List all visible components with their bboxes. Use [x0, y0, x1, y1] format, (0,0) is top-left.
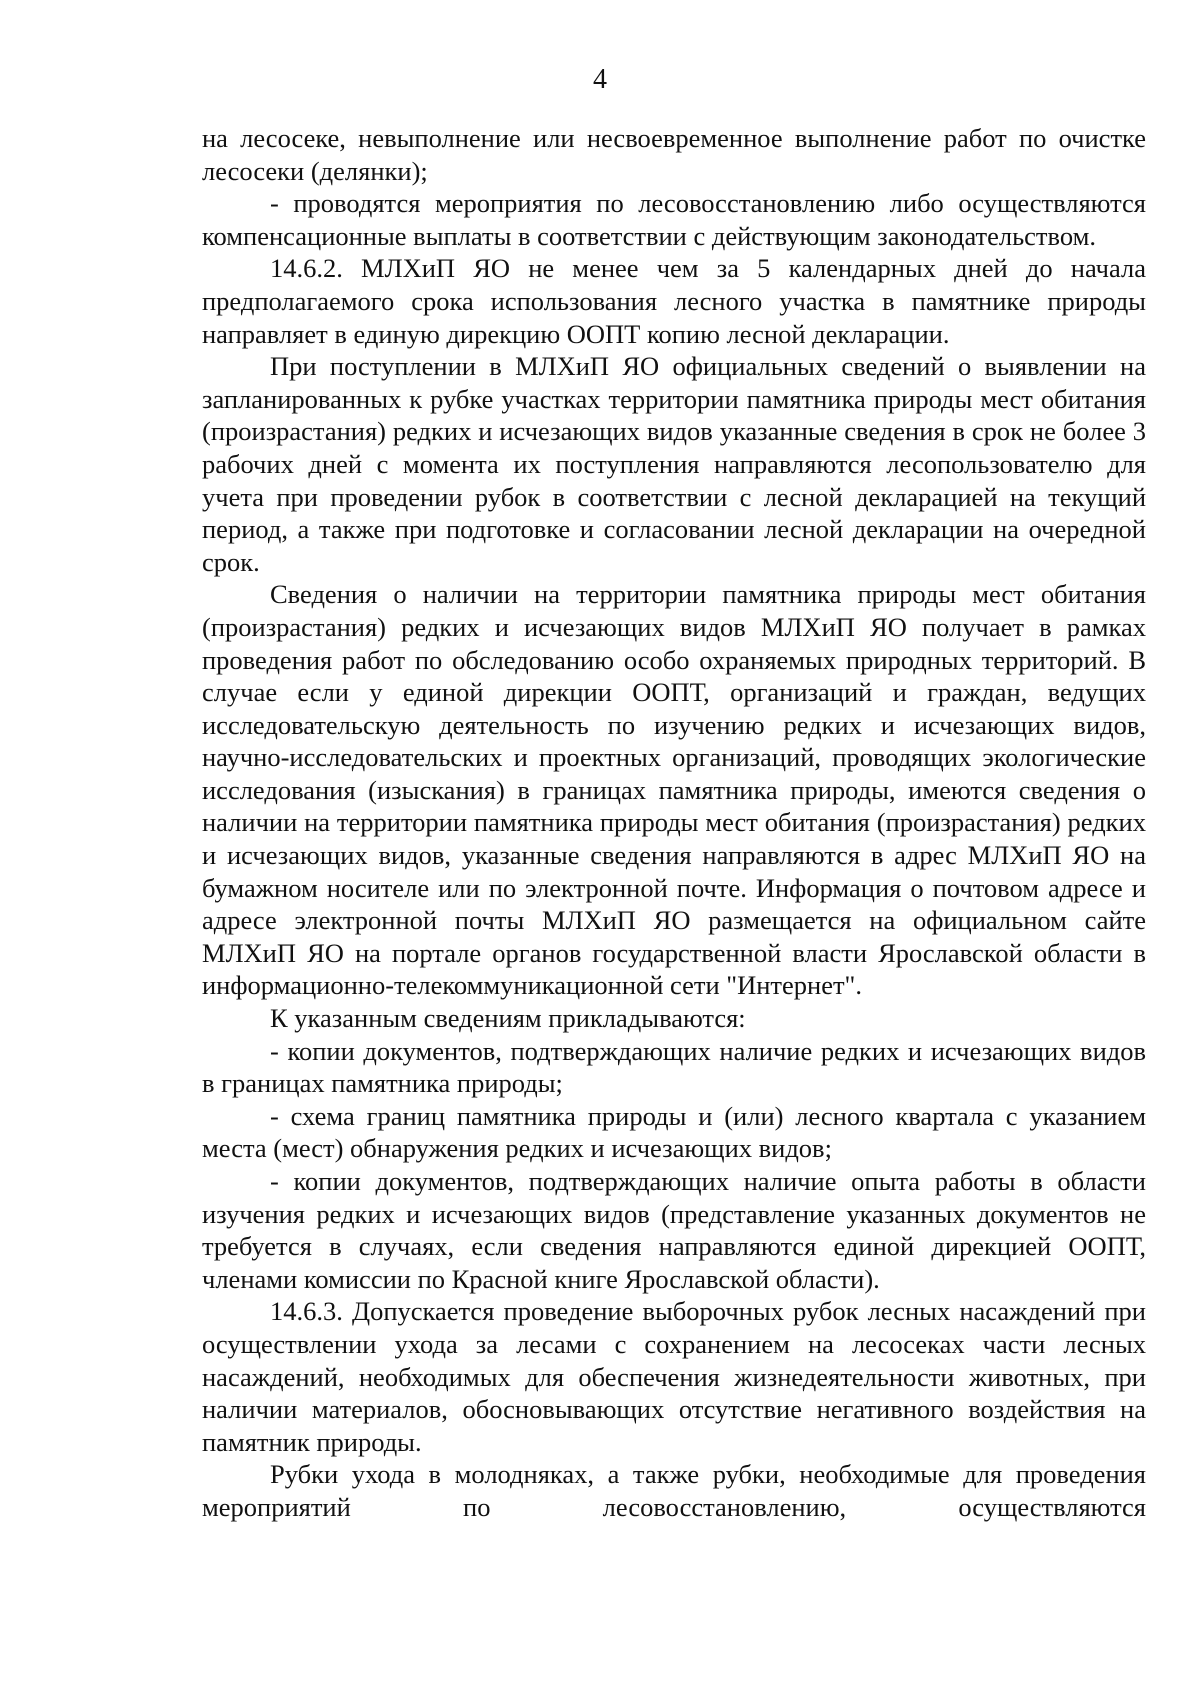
paragraph: Рубки ухода в молодняках, а также рубки, необходимые для проведения мероприятий по лесовосстановлению, осуществляются [202, 1459, 1146, 1522]
paragraph-clause-14-6-3: 14.6.3. Допускается проведение выборочных рубок лесных насаждений при осуществлении ухода за лесами с сохранением на лесосеках части лесных насаждений, необходимых для обеспечения жизнедеятельности животных, при наличии материалов, обосновывающих отсутствие негативного воздействия на памятник природы. [202, 1296, 1146, 1457]
document-body [202, 122, 1146, 1524]
page-number: 4 [593, 64, 607, 95]
paragraph-clause-14-6-2: 14.6.2. МЛХиП ЯО не менее чем за 5 календарных дней до начала предполагаемого срока использования лесного участка в памятнике природы направляет в единую дирекцию ООПТ копию лесной декларации. [202, 253, 1146, 349]
paragraph-list-item: - проводятся мероприятия по лесовосстановлению либо осуществляются компенсационные выплаты в соответствии с действующим законодательством. [202, 188, 1146, 251]
paragraph-list-item: - копии документов, подтверждающих наличие редких и исчезающих видов в границах памятника природы; [202, 1035, 1146, 1099]
paragraph: К указанным сведениям прикладываются: [270, 1003, 746, 1034]
paragraph: Сведения о наличии на территории памятника природы мест обитания (произрастания) редких и исчезающих видов МЛХиП ЯО получает в рамках проведения работ по обследованию особо охраняемых природных территорий. В случае если у единой дирекции ООПТ, организаций и граждан, ведущих исследовательскую деятельность по изучению редких и исчезающих видов, научно-исследовательских и проектных организаций, проводящих экологические исследования (изыскания) в границах памятника природы, имеются сведения о наличии на территории памятника природы мест обитания (произрастания) редких и исчезающих видов, указанные сведения направляются в адрес МЛХиП ЯО на бумажном носителе или по электронной почте. Информация о почтовом адресе и адресе электронной почты МЛХиП ЯО размещается на официальном сайте МЛХиП ЯО на портале органов государственной власти Ярославской области в информационно-телекоммуникационной сети "Интернет". [202, 579, 1146, 1001]
paragraph: При поступлении в МЛХиП ЯО официальных сведений о выявлении на запланированных к рубке участках территории памятника природы мест обитания (произрастания) редких и исчезающих видов указанные сведения в срок не более 3 рабочих дней с момента их поступления направляются лесопользователю для учета при проведении рубок в соответствии с лесной декларацией на текущий период, а также при подготовке и согласовании лесной декларации на очередной срок. [202, 351, 1146, 577]
paragraph-list-item: - копии документов, подтверждающих наличие опыта работы в области изучения редких и исчезающих видов (представление указанных документов не требуется в случаях, если сведения направляются единой дирекцией ООПТ, членами комиссии по Красной книге Ярославской области). [202, 1166, 1146, 1294]
paragraph-continuation: на лесосеке, невыполнение или несвоевременное выполнение работ по очистке лесосеки (делянки); [202, 123, 1146, 186]
paragraph-list-item: - схема границ памятника природы и (или) лесного квартала с указанием места (мест) обнаружения редких и исчезающих видов; [202, 1100, 1146, 1164]
